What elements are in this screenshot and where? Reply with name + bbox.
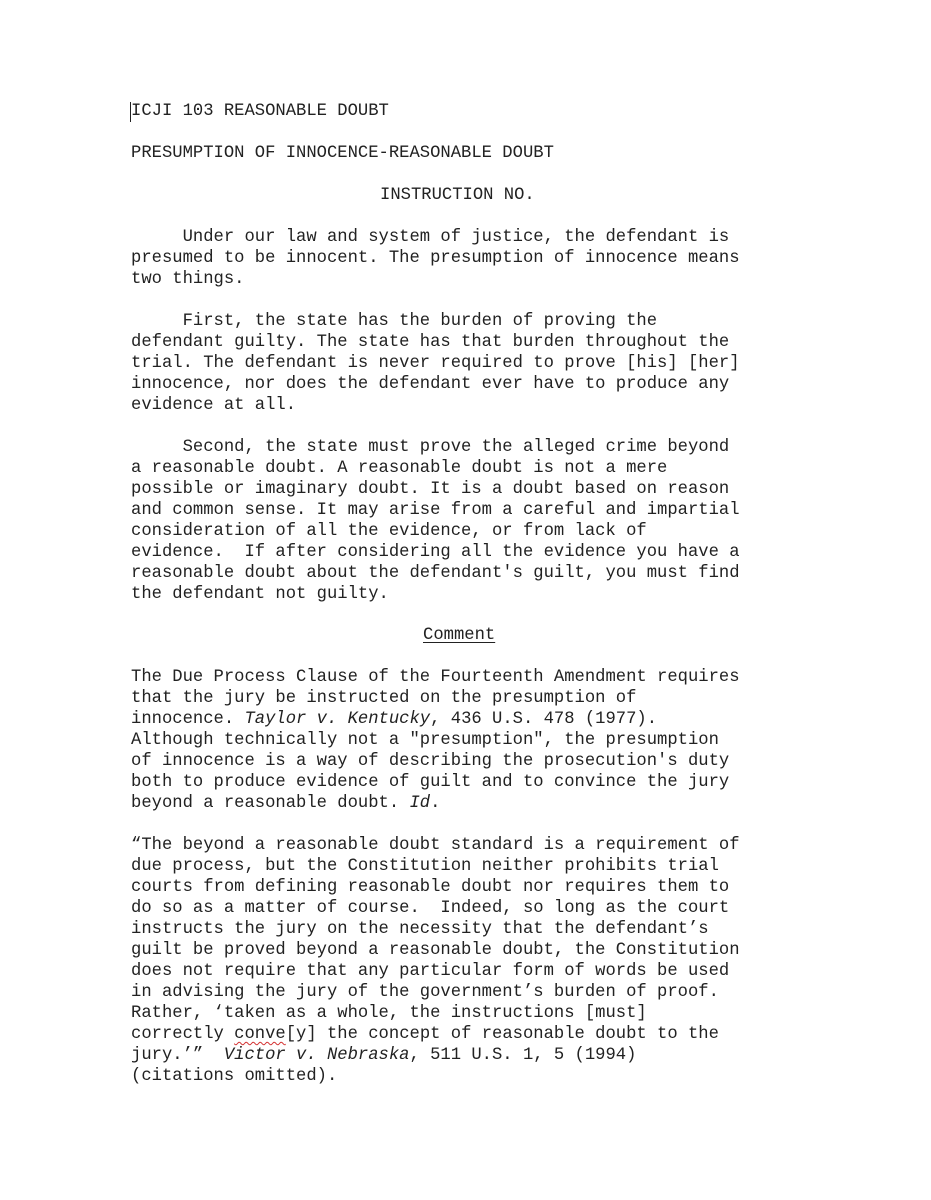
- comment-paragraph-2-line: guilt be proved beyond a reasonable doubt, the Constitution: [131, 941, 740, 960]
- comment-text: correctly: [131, 1025, 235, 1044]
- comment-paragraph-1-line: The Due Process Clause of the Fourteenth Amendment requires: [131, 668, 740, 687]
- instruction-paragraph-2-line: trial. The defendant is never required to prove [his] [her]: [131, 354, 740, 373]
- comment-heading: Comment: [423, 626, 496, 645]
- comment-text: jury.’”: [131, 1046, 224, 1065]
- comment-text: [y] the concept of reasonable doubt to the: [285, 1025, 719, 1044]
- instruction-paragraph-2-line: defendant guilty. The state has that burden throughout the: [131, 333, 730, 352]
- spellcheck-flagged-word[interactable]: conve: [234, 1025, 286, 1044]
- document-subtitle: PRESUMPTION OF INNOCENCE-REASONABLE DOUBT: [131, 144, 554, 163]
- comment-paragraph-1-line: Although technically not a "presumption", the presumption: [131, 731, 719, 750]
- comment-text: , 511 U.S. 1, 5 (1994): [409, 1046, 637, 1065]
- comment-paragraph-2-line: in advising the jury of the government’s burden of proof.: [131, 983, 719, 1002]
- comment-paragraph-1-line: that the jury be instructed on the presumption of: [131, 689, 637, 708]
- comment-paragraph-2-line: [131, 1045, 636, 1066]
- comment-paragraph-2-line: courts from defining reasonable doubt nor requires them to: [131, 878, 730, 897]
- case-citation-victor: Victor v. Nebraska: [223, 1046, 410, 1065]
- document-title: ICJI 103 REASONABLE DOUBT: [131, 102, 389, 121]
- instruction-paragraph-1-line: presumed to be innocent. The presumption of innocence means: [131, 249, 740, 268]
- instruction-paragraph-3-line: reasonable doubt about the defendant's guilt, you must find: [131, 564, 740, 583]
- comment-paragraph-2-line: instructs the jury on the necessity that the defendant’s: [131, 920, 709, 939]
- comment-paragraph-1-line: of innocence is a way of describing the prosecution's duty: [131, 752, 730, 771]
- comment-paragraph-2-line: (citations omitted).: [131, 1067, 338, 1086]
- instruction-paragraph-3-line: evidence. If after considering all the evidence you have a: [131, 543, 740, 562]
- instruction-paragraph-1-line: two things.: [131, 270, 245, 289]
- instruction-paragraph-2-line: First, the state has the burden of proving the: [131, 312, 658, 331]
- instruction-paragraph-3-line: the defendant not guilty.: [131, 585, 389, 604]
- comment-paragraph-1-line: [131, 709, 657, 730]
- comment-paragraph-1-line: both to produce evidence of guilt and to convince the jury: [131, 773, 730, 792]
- instruction-number-label: INSTRUCTION NO.: [380, 186, 535, 205]
- instruction-paragraph-3-line: possible or imaginary doubt. It is a doubt based on reason: [131, 480, 730, 499]
- instruction-paragraph-1-line: Under our law and system of justice, the defendant is: [131, 228, 730, 247]
- instruction-paragraph-2-line: evidence at all.: [131, 396, 297, 415]
- comment-paragraph-1-line: [131, 793, 440, 814]
- comment-paragraph-2-line: do so as a matter of course. Indeed, so long as the court: [131, 899, 730, 918]
- comment-paragraph-2-line: “The beyond a reasonable doubt standard is a requirement of: [131, 836, 740, 855]
- instruction-paragraph-3-line: consideration of all the evidence, or from lack of: [131, 522, 647, 541]
- comment-text: innocence.: [131, 710, 245, 729]
- id-citation: Id: [409, 794, 431, 813]
- comment-paragraph-2-line: does not require that any particular form of words be used: [131, 962, 730, 981]
- comment-text: beyond a reasonable doubt.: [131, 794, 410, 813]
- instruction-paragraph-3-line: and common sense. It may arise from a careful and impartial: [131, 501, 740, 520]
- comment-paragraph-2-line: due process, but the Constitution neither prohibits trial: [131, 857, 719, 876]
- comment-text: .: [430, 794, 441, 813]
- instruction-paragraph-2-line: innocence, nor does the defendant ever have to produce any: [131, 375, 730, 394]
- comment-paragraph-2-line: [131, 1024, 719, 1045]
- instruction-paragraph-3-line: a reasonable doubt. A reasonable doubt is not a mere: [131, 459, 668, 478]
- case-citation-taylor: Taylor v. Kentucky: [244, 710, 431, 729]
- comment-paragraph-2-line: Rather, ‘taken as a whole, the instructions [must]: [131, 1004, 647, 1023]
- instruction-paragraph-3-line: Second, the state must prove the alleged crime beyond: [131, 438, 730, 457]
- comment-text: , 436 U.S. 478 (1977).: [430, 710, 658, 729]
